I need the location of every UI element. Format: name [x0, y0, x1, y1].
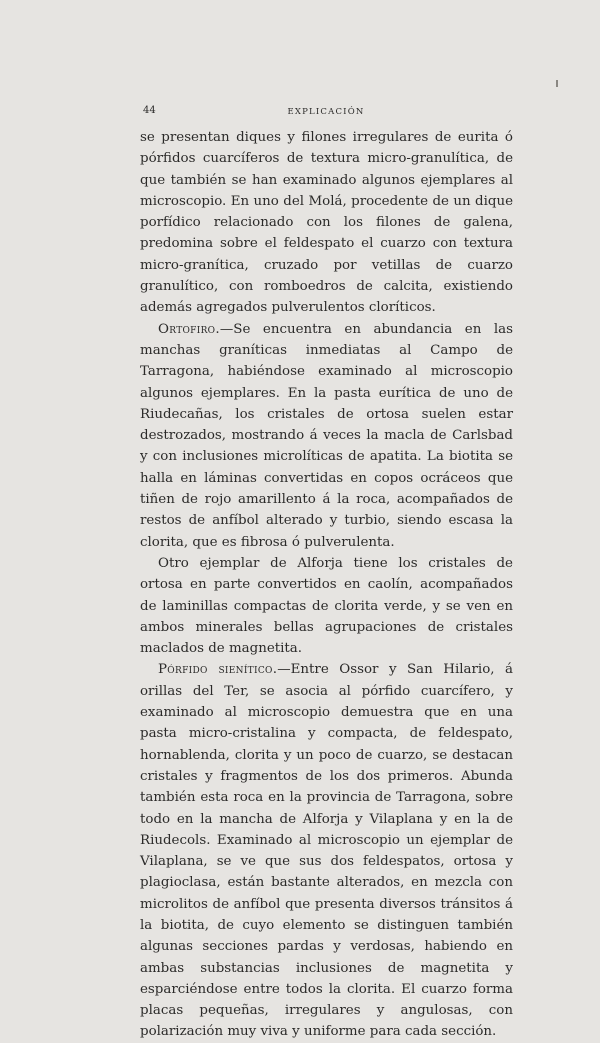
paragraph-porfido-sienitico-text: —Entre Ossor y San Hilario, á orillas del Ter, se asocia al pórfido cuarcífero, y examinado al microscopio demuestra que en una pasta micro-cristalina y compacta, de feldespato, hornablenda, clorita y un poco de cuarzo, se destacan cristales y fragmentos de los dos primeros. Abunda también esta roca en la provincia de Tarragona, sobre todo en la mancha de Alforja y Vilaplana y en la de Riudecols. Examinado al microscopio un ejemplar de Vilaplana, se ve que sus dos feldespatos, ortosa y plagioclasa, están bastante alterados, en mezcla con microlitos de anfíbol que presenta diversos tránsitos á la biotita, de cuyo elemento se distinguen también algunas secciones pardas y verdosas, habiendo en ambas substancias inclusiones de magnetita y esparciéndose entre todos la clorita. El cuarzo forma placas pequeñas, irregulares y angulosas, con polarización muy viva y uniforme para cada sección.: [140, 662, 513, 1040]
paragraph-1-text: se presentan diques y filones irregulares de eurita ó pórfidos cuarcíferos de textura micro-granulítica, de que también se han examinado algunos ejemplares al microscopio. En uno del Molá, procedente de un dique porfídico relacionado con los filones de galena, predomina sobre el feldespato el cuarzo con textura micro-granítica, cruzado por vetillas de cuarzo granulítico, con romboedros de calcita, existiendo además agregados pulverulentos cloríticos.: [140, 130, 513, 316]
running-head: EXPLICACIÓN: [287, 107, 365, 117]
body-text: [140, 127, 513, 1043]
paragraph-ortofiro-text: —Se encuentra en abundancia en las manchas graníticas inmediatas al Campo de Tarragona, habiéndose examinado al microscopio algunos ejemplares. En la pasta eurítica de uno de Riudecañas, los cristales de ortosa suelen estar destrozados, mostrando á veces la macla de Carlsbad y con inclusiones microlíticas de apatita. La biotita se halla en láminas convertidas en copos ocráceos que tiñen de rojo amarillento á la roca, acompañados de restos de anfíbol alterado y turbio, siendo escasa la clorita, que es fibrosa ó pulverulenta.: [140, 321, 513, 550]
paragraph-alforja-text: Otro ejemplar de Alforja tiene los cristales de ortosa en parte convertidos en caolín, acompañados de laminillas compactas de clorita verde, y se ven en ambos minerales bellas agrupaciones de cristales maclados de magnetita.: [140, 555, 513, 657]
paragraph-1: [140, 127, 513, 319]
section-heading-ortofiro: Ortofiro.: [158, 321, 220, 337]
margin-mark: [556, 80, 558, 87]
section-heading-porfido-sienitico: Pórfido sienítico.: [158, 662, 278, 678]
page-header: [140, 102, 512, 122]
paragraph-porfido-sienitico: [140, 659, 513, 1042]
paragraph-alforja: [140, 553, 513, 659]
page-number: 44: [143, 105, 156, 116]
paragraph-ortofiro: [140, 319, 513, 553]
